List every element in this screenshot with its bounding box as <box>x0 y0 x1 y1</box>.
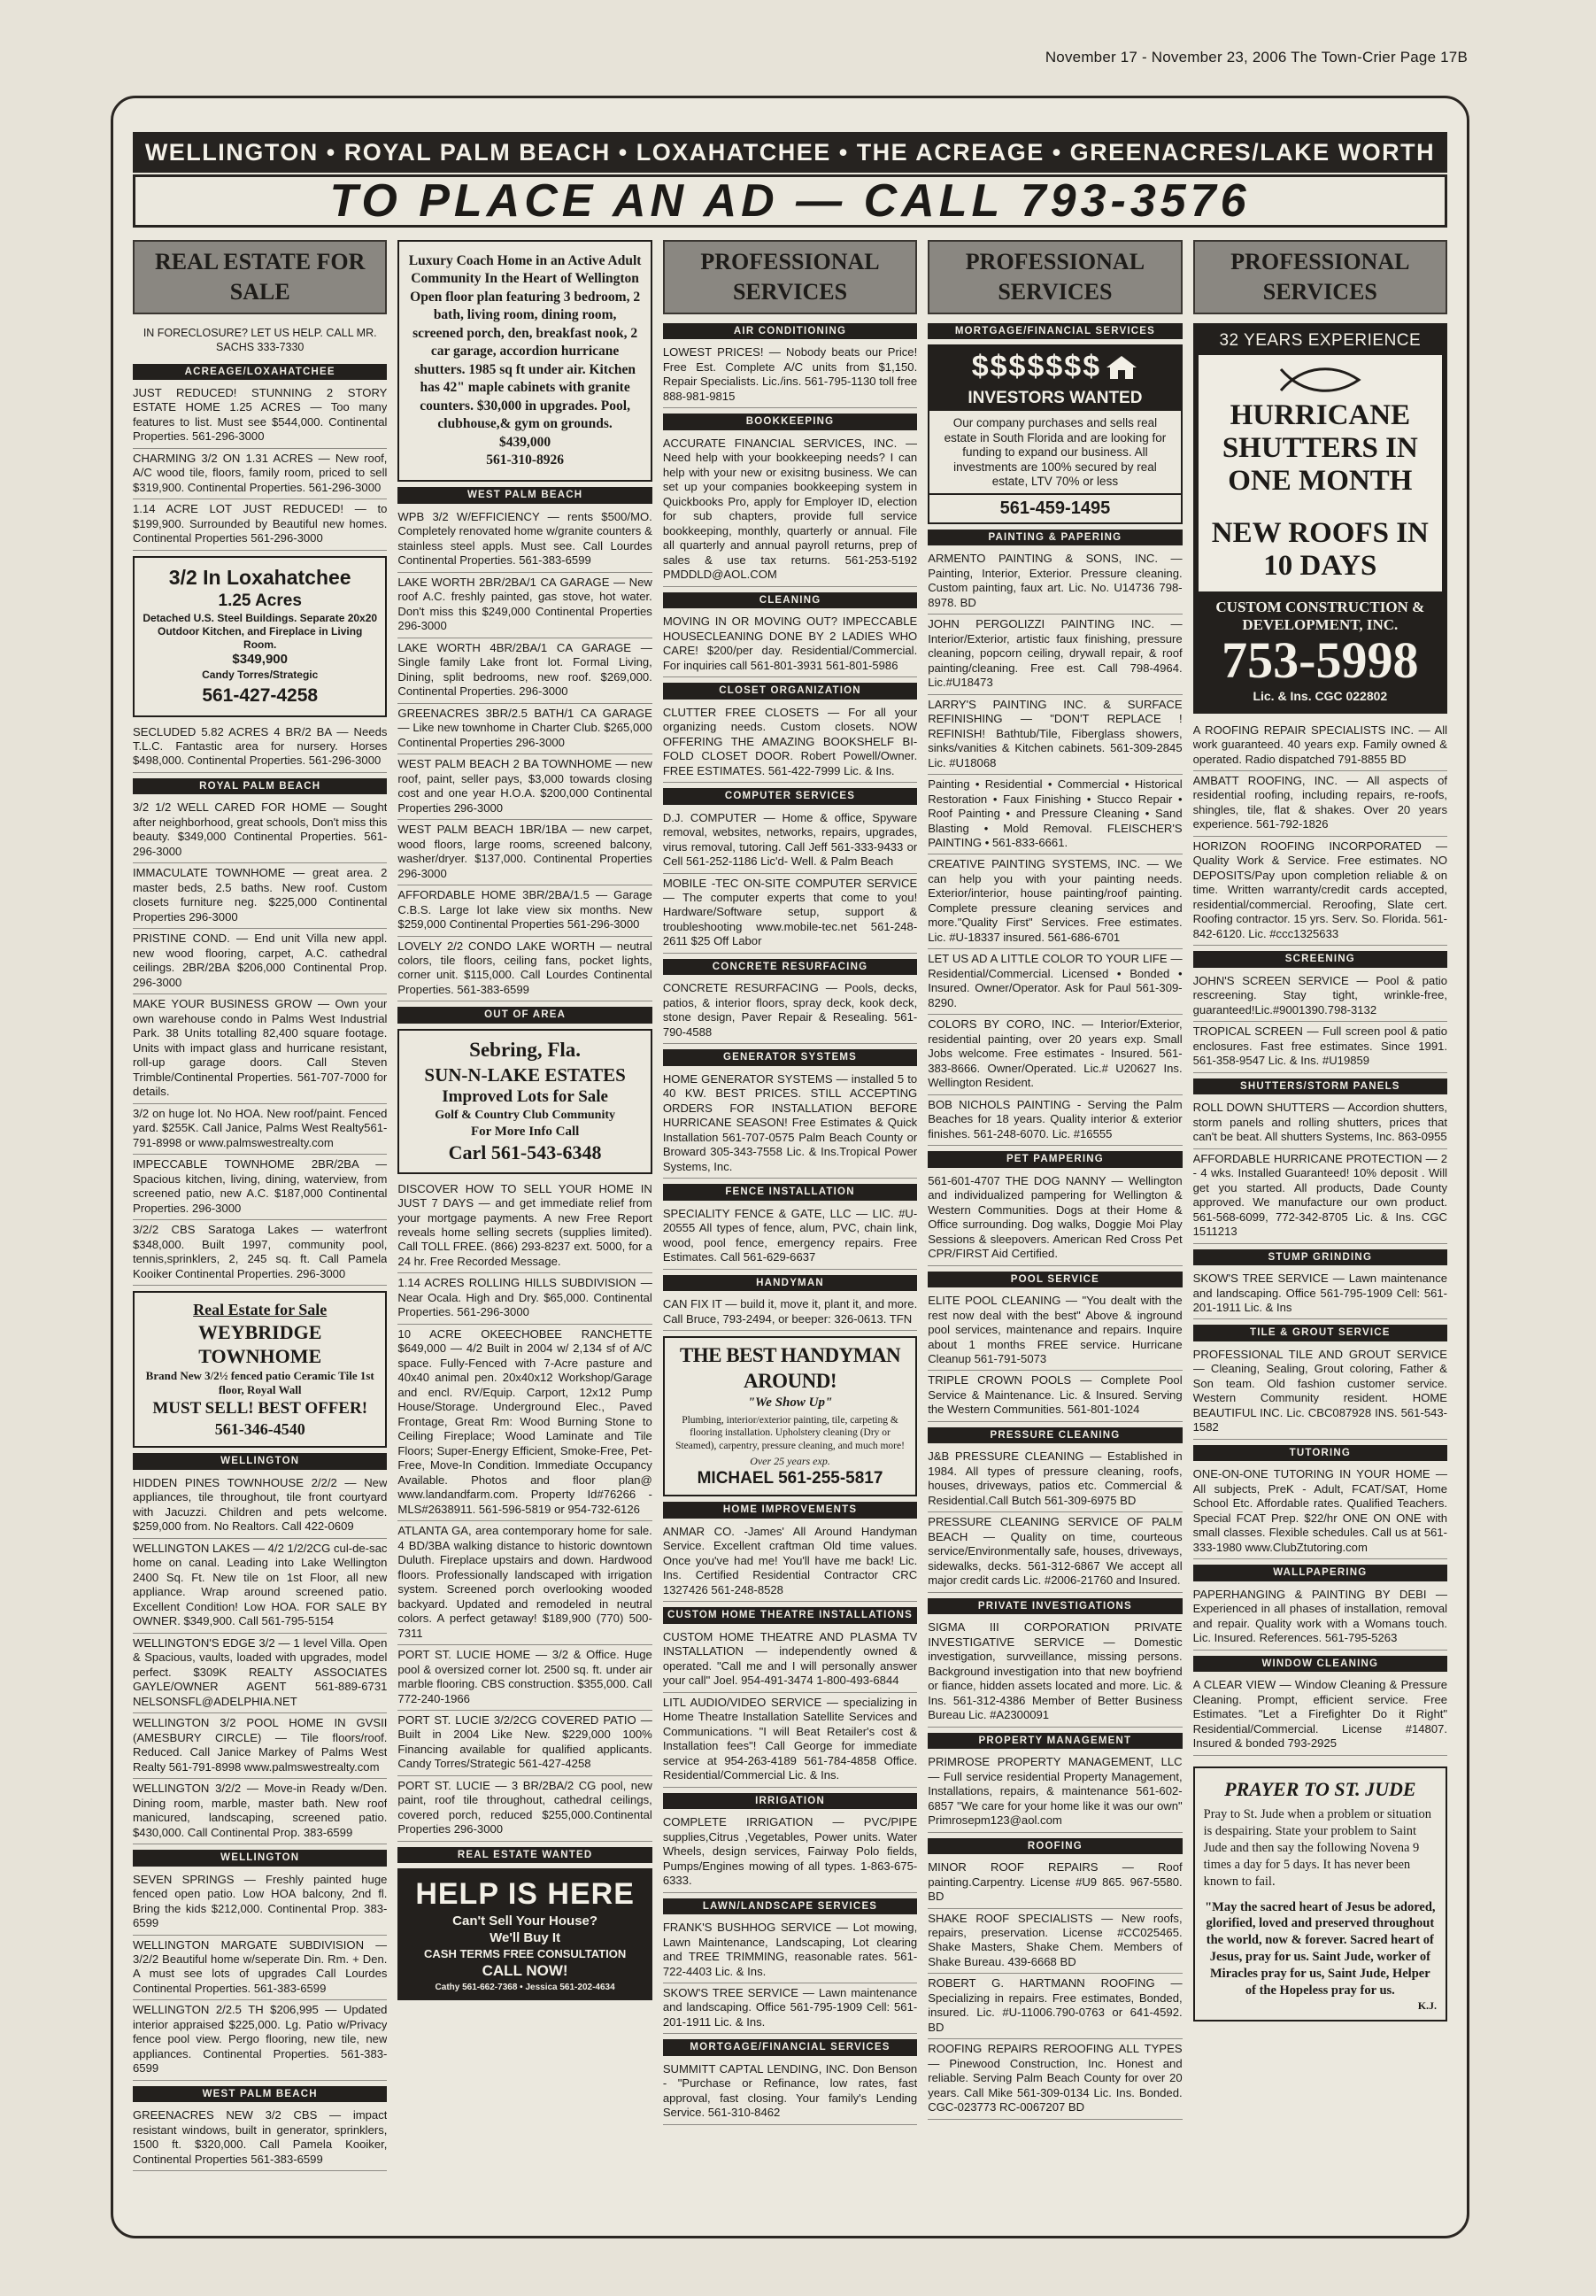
ad-signature: K.J. <box>1417 1998 1438 2012</box>
ad-item: WELLINGTON 2/2.5 TH $206,995 — Updated interior appraised $225,000. Lg. Patio w/Privacy fence pool view. Pergo flooring, new tile, new appliances. Continental Properties. 561-383-6599 <box>133 2000 387 2080</box>
section-header-professional-services: PROFESSIONAL SERVICES <box>663 240 917 314</box>
ad-list <box>663 343 917 408</box>
ad-title: Real Estate for Sale <box>193 1300 328 1318</box>
section-bar: PAINTING & PAPERING <box>928 530 1182 545</box>
ad-list <box>1193 1465 1447 1559</box>
section-bar: WELLINGTON <box>133 1453 387 1469</box>
ad-list <box>663 1295 917 1331</box>
section-bar: WEST PALM BEACH <box>397 487 652 503</box>
ad-title: INVESTORS WANTED <box>929 388 1180 411</box>
ad-item: SKOW'S TREE SERVICE — Lawn maintenance and landscaping. Office 561-795-1909 Cell: 561-201-1911 Lic. & Ins <box>1193 1269 1447 1319</box>
ad-item: MOBILE -TEC ON-SITE COMPUTER SERVICE — The computer experts that come to you! Hardware/Software setup, support & troubleshooting www.mobile-tec.net 561-248-2611 $25 Off Labor <box>663 874 917 954</box>
ad-item: WELLINGTON'S EDGE 3/2 — 1 level Villa. Open & Spacious, vaults, loaded with upgrades, model perfect. $309K REALTY ASSOCIATES GAYLE/OWNER AGENT 561-889-6731 NELSONSFL@ADELPHIA.NET <box>133 1634 387 1713</box>
ad-item: SEVEN SPRINGS — Freshly painted huge fenced open patio. Low HOA balcony, 2nd fl. Bring the kids $212,000. Continental Prop. 383-6599 <box>133 1870 387 1936</box>
ad-offer: MUST SELL! BEST OFFER! <box>152 1398 368 1418</box>
ad-license: Lic. & Ins. CGC 022802 <box>1253 688 1388 703</box>
ad-body: Golf & Country Club Community <box>435 1109 615 1123</box>
ad-item: CREATIVE PAINTING SYSTEMS, INC. — We can help you with your painting needs. Exterior/interior, house painting/roof painting. Complete pressure cleaning services and more."Quality First" Services. Free estimates. Lic. #U-18337 insured. 561-686-6701 <box>928 854 1182 949</box>
ad-item: PRESSURE CLEANING SERVICE OF PALM BEACH — Quality on time, courteous service/Environmentally safe, houses, driveways, sidewalks, decks. 561-312-6867 We accept all major credit cards Lic. #2006-21760 and Insured. <box>928 1512 1182 1592</box>
section-bar: MORTGAGE/FINANCIAL SERVICES <box>663 2039 917 2055</box>
ad-item: WELLINGTON LAKES — 4/2 1/2/2CG cul-de-sac home on canal. Leading into Lake Wellington 2400 Sq. Ft. New tile on 1st Floor, all new appliance. Wrap around screened patio. Excellent Condition! Low HOA. FOR SALE BY OWNER. $349,900. Call 561-795-5154 <box>133 1539 387 1634</box>
section-header-professional-services: PROFESSIONAL SERVICES <box>928 240 1182 314</box>
section-bar: SHUTTERS/STORM PANELS <box>1193 1078 1447 1094</box>
ad-list <box>663 2060 917 2125</box>
ad-tagline: 32 YEARS EXPERIENCE <box>1219 331 1422 350</box>
ad-item: 1.14 ACRE LOT JUST REDUCED! — to $199,900. Surrounded by Beautiful new homes. Continental Properties 561-296-3000 <box>133 499 387 550</box>
ad-list <box>133 1473 387 1844</box>
ad-item: GREENACRES 3BR/2.5 BATH/1 CA GARAGE — Like new townhome in Charter Club. $265,000 Continental Properties 296-3000 <box>397 704 652 754</box>
section-bar: HOME IMPROVEMENTS <box>663 1502 917 1518</box>
section-bar: OUT OF AREA <box>397 1007 652 1023</box>
ad-list <box>928 1618 1182 1727</box>
ad-item: ACCURATE FINANCIAL SERVICES, INC. — Need help with your bookkeeping needs? I can help with your new or exisitng business. We can set up your companies bookkeeping system in Quickbooks Pro, apply for Employer ID, election for sub chapters, provide full service bookkeeping, monthly, quarterly or annual. File all quarterly and annual payroll returns, prep of sales & use tax returns. 561-253-5192 PMDDLD@AOL.COM <box>663 434 917 587</box>
ad-item: MINOR ROOF REPAIRS — Roof painting.Carpentry. License #U9 865. 967-5580. BD <box>928 1858 1182 1908</box>
ad-list <box>663 703 917 783</box>
ad-list <box>133 1870 387 2081</box>
ad-body: Brand New 3/2½ fenced patio Ceramic Tile 1st floor, Royal Wall <box>145 1369 374 1397</box>
ad-title: PRAYER TO ST. JUDE <box>1224 1777 1416 1800</box>
ad-item: ATLANTA GA, area contemporary home for sale. 4 BD/3BA walking distance to historic downtown Duluth. Fireplace upstairs and down. Hardwood floors. Professionally landscaped with irrigation system. Screened porch overlooking wooded backyard. Updated and remodeled in neutral colors. A perfect getaway! $189,900 (770) 500-7311 <box>397 1521 652 1645</box>
ad-phone: 561-459-1495 <box>929 493 1180 522</box>
section-bar: HANDYMAN <box>663 1275 917 1291</box>
section-bar: ROOFING <box>928 1838 1182 1854</box>
ad-list <box>1193 1585 1447 1650</box>
section-bar: REAL ESTATE WANTED <box>397 1847 652 1863</box>
ad-item: BOB NICHOLS PAINTING - Serving the Palm Beaches for 18 years. Quality interior & exterior finishes. 561-248-6070. Lic. #16555 <box>928 1095 1182 1146</box>
section-bar: CLEANING <box>663 592 917 608</box>
ad-list <box>1193 721 1447 947</box>
ad-item: WEST PALM BEACH 1BR/1BA — new carpet, wood floors, large rooms, screened balcony, washer/dryer. $137,000. Continental Properties 296-3000 <box>397 820 652 885</box>
ad-list <box>663 808 917 954</box>
ad-item: CUSTOM HOME THEATRE AND PLASMA TV INSTALLATION — independently owned & operated. "Call me and I will personally answer your call" Joel. 954-491-3474 1-800-493-6844 <box>663 1627 917 1693</box>
ad-item: TROPICAL SCREEN — Full screen pool & patio enclosures. Fast free estimates. Since 1991. 561-358-9547 Lic. & Ins. #U19859 <box>1193 1022 1447 1072</box>
column-professional-services-3 <box>1193 240 1447 2215</box>
ad-item: COLORS BY CORO, INC. — Interior/Exterior, residential painting, over 20 years exp. Small Jobs welcome. Free estimates - Insured. 561-383-8666. Owner/Operated. Lic.# U20627 Ins. Wellington Resident. <box>928 1015 1182 1094</box>
ad-headline: HURRICANE SHUTTERS IN ONE MONTH <box>1222 399 1418 498</box>
ad-location: Sebring, Fla. <box>469 1038 582 1061</box>
ad-item: WEST PALM BEACH 2 BA TOWNHOME — new roof, paint, seller pays, $3,000 towards closing cost and one year H.O.A. $200,000 Continental Properties 296-3000 <box>397 754 652 820</box>
ad-list <box>1193 1675 1447 1755</box>
ad-item: ROLL DOWN SHUTTERS — Accordion shutters, storm panels and rolling shutters, prices that can't be beat. All shutters Systems, Inc. 863-0955 <box>1193 1098 1447 1148</box>
ad-list <box>397 1179 652 1842</box>
ad-title: HELP IS HERE <box>415 1877 635 1912</box>
ad-item: ONE-ON-ONE TUTORING IN YOUR HOME — All subjects, PreK - Adult, FCAT/SAT, Home School Etc. Affordable rates. Qualified Teachers. Special FCAT Prep. $22/hr ONE ON ONE with small classes. Flexible schedules. Call us at 561-333-1980 www.ClubZtutoring.com <box>1193 1465 1447 1559</box>
section-bar: FENCE INSTALLATION <box>663 1184 917 1200</box>
ad-inner <box>1199 355 1442 591</box>
ad-item: ARMENTO PAINTING & SONS, INC. — Painting, Interior, Exterior. Pressure cleaning. Custom painting, faux art. Lic. No. U14736 798-8978. BD <box>928 549 1182 615</box>
foreclosure-notice: IN FORECLOSURE? LET US HELP. CALL MR. SACHS 333-7330 <box>143 327 377 353</box>
ad-title: THE BEST HANDYMAN AROUND! <box>679 1344 901 1393</box>
ad-list <box>928 1858 1182 2120</box>
ad-item: AFFORDABLE HOME 3BR/2BA/1.5 — Garage C.B.S. Large lot lake view six months. New $259,000 Continental Properties 561-296-3000 <box>397 885 652 936</box>
ad-list <box>133 2106 387 2171</box>
ad-list <box>1193 1345 1447 1440</box>
ad-item: IMPECCABLE TOWNHOME 2BR/2BA — Spacious kitchen, living, dining, waterview, from screened patio, new A.C. $187,000 Continental Properties. 296-3000 <box>133 1155 387 1220</box>
section-bar: CUSTOM HOME THEATRE INSTALLATIONS <box>663 1607 917 1623</box>
section-bar: COMPUTER SERVICES <box>663 788 917 804</box>
section-bar: CONCRETE RESURFACING <box>663 959 917 975</box>
page-header: November 17 - November 23, 2006 The Town-Crier Page 17B <box>1045 49 1468 66</box>
ad-item: CONCRETE RESURFACING — Pools, decks, patios, & interior floors, spray deck, kook deck, stone design, Paver Repair & Resealing. 561-790-4588 <box>663 978 917 1044</box>
ad-subtitle: We'll Buy It <box>490 1930 561 1946</box>
house-icon <box>1105 354 1138 381</box>
column-real-estate-2 <box>397 240 652 2215</box>
ad-item: PRIMROSE PROPERTY MANAGEMENT, LLC — Full service residential Property Management, Installations, repairs, & maintenance 561-602-6857 "We care for your home like it was our own" Primrosepm123@aol.com <box>928 1752 1182 1832</box>
ad-item: 1.14 ACRES ROLLING HILLS SUBDIVISION — Near Ocala. High and Dry. $65,000. Continental Properties. 561-296-3000 <box>397 1273 652 1324</box>
section-bar: PRIVATE INVESTIGATIONS <box>928 1598 1182 1614</box>
ad-item: SIGMA III CORPORATION PRIVATE INVESTIGATIVE SERVICE — Domestic investigation, survveillance, missing persons. Background investigation into that new boyfriend or fiance, hidden assets located and more. Lic. & Ins. 561-312-4386 Member of Better Business Bureau Lic. #A2300091 <box>928 1618 1182 1727</box>
section-bar: AIR CONDITIONING <box>663 323 917 339</box>
section-bar: WINDOW CLEANING <box>1193 1656 1447 1672</box>
ad-item: PAPERHANGING & PAINTING BY DEBI — Experienced in all phases of installation, removal and repair. Quality work with a Womans touch. Lic. Insured. References. 561-795-5263 <box>1193 1585 1447 1650</box>
ad-item: PRISTINE COND. — End unit Villa new appl. new wood flooring, carpet, A.C. cathedral ceilings. 2BR/2BA $206,000 Continental Prop. 296-3000 <box>133 929 387 994</box>
ad-item: PROFESSIONAL TILE AND GROUT SERVICE — Cleaning, Sealing, Grout coloring, Father & Son team. Old fashion customer service. Western Community resident. HOME BEAUTIFUL INC. Lic. CBC087928 INS. 561-543-1582 <box>1193 1345 1447 1440</box>
section-bar: BOOKKEEPING <box>663 414 917 429</box>
ad-list <box>663 978 917 1044</box>
ad-item: ROOFING REPAIRS REROOFING ALL TYPES — Pinewood Construction, Inc. Honest and reliable. Serving Palm Beach County for over 20 years. Call Mike 561-309-0134 Lic. Ins. Bonded. CGC-023773 RC-0067207 BD <box>928 2039 1182 2119</box>
ad-item: CAN FIX IT — build it, move it, plant it, and more. Call Bruce, 793-2494, or beeper: 326-0613. TFN <box>663 1295 917 1331</box>
ad-item: TRIPLE CROWN POOLS — Complete Pool Service & Maintenance. Lic. & Insured. Serving the Western Communities. 561-801-1024 <box>928 1371 1182 1421</box>
luxury-coach-display-ad <box>397 240 652 482</box>
ad-item: LOWEST PRICES! — Nobody beats our Price! Free Est. Complete A/C units from $1,150. Repair Specialists. Lic./ins. 561-795-1130 toll free 888-981-9815 <box>663 343 917 408</box>
ad-item: WELLINGTON 3/2/2 — Move-in Ready w/Den. Dining room, marble, master bath. New roof manicured, landscaping, screened patio. $430,000. Call Continental Prop. 383-6599 <box>133 1779 387 1844</box>
ad-phone: 561-427-4258 <box>202 685 319 707</box>
loxahatchee-display-ad <box>133 556 387 717</box>
section-bar: ROYAL PALM BEACH <box>133 778 387 794</box>
ad-item: PORT ST. LUCIE HOME — 3/2 & Office. Huge pool & oversized corner lot. 2500 sq. ft. under air marble flooring. CBS construction. $355,000. Call 772-240-1966 <box>397 1645 652 1711</box>
ad-list <box>663 1070 917 1179</box>
ad-list <box>928 1447 1182 1592</box>
ad-item: IMMACULATE TOWNHOME — great area. 2 master beds, 2.5 baths. New roof. Custom closets furniture neg. $225,000 Continental Properties 296-3000 <box>133 863 387 929</box>
ad-list <box>928 1752 1182 1832</box>
ad-item: COMPLETE IRRIGATION — PVC/PIPE supplies,Citrus ,Vegetables, Power units. Water Wheels, design services, Fairway Polo fields, Pumps/Engines mowing of all types. 1-863-675-6333. <box>663 1813 917 1892</box>
ad-slogan: "We Show Up" <box>747 1395 833 1411</box>
ad-item: LITL AUDIO/VIDEO SERVICE — specializing in Home Theatre Installation Satellite Services and Communications. "I will Beat Retailer's cost & Installation fees"! Call George for immediate service at 954-263-4189 561-784-4858 Office. Residential/Commercial Lic. & Ins. <box>663 1693 917 1788</box>
column-professional-services-1 <box>663 240 917 2215</box>
dollar-signs: $$$$$$$ <box>971 350 1102 384</box>
ad-body: Detached U.S. Steel Buildings. Separate 20x20 Outdoor Kitchen, and Fireplace in Living Room. <box>143 611 378 651</box>
ad-item: HIDDEN PINES TOWNHOUSE 2/2/2 — New appliances, tile throughout, tile front courtyard with Jacuzzi. Children and pets welcome. $259,000 from. No Realtors. Call 422-0609 <box>133 1473 387 1539</box>
ad-item: Painting • Residential • Commercial • Historical Restoration • Faux Finishing • Stucco Repair • Roof Painting • and Pressure Cleaning • Sand Blasting • Mold Removal. FLEISCHER'S PAINTING • 561-833-6661. <box>928 775 1182 854</box>
ad-price: $349,900 <box>232 652 288 668</box>
ad-headline: NEW ROOFS IN 10 DAYS <box>1211 517 1429 583</box>
ad-list <box>397 507 652 1002</box>
ad-list <box>663 1522 917 1602</box>
ad-item: ELITE POOL CLEANING — "You dealt with the rest now deal with the best" Above & inground pool services, maintenance and repairs. Inquire about 1 months FREE service. Hurricane Cleanup 561-791-5073 <box>928 1291 1182 1371</box>
ad-company: CUSTOM CONSTRUCTION & DEVELOPMENT, INC. <box>1215 599 1425 633</box>
ad-phone: 561-310-8926 <box>486 452 565 468</box>
section-header-professional-services: PROFESSIONAL SERVICES <box>1193 240 1447 314</box>
ad-list <box>1193 1098 1447 1243</box>
ad-body: CASH TERMS FREE CONSULTATION <box>424 1946 627 1960</box>
ad-item: MAKE YOUR BUSINESS GROW — Own your own warehouse condo in Palms West Industrial Park. 38 Units totalling 82,400 square footage. Units with impact glass and hurricane resistant, roll-up garage doors. Call Steven Trimble/Continental Properties. 561-707-7000 for details. <box>133 994 387 1103</box>
section-bar: TUTORING <box>1193 1445 1447 1461</box>
ad-item: PORT ST. LUCIE 3/2/2CG COVERED PATIO — Built in 2004 Like New. $229,000 100% Financing available for qualified applicants. Candy Torres/Strategic 561-427-4258 <box>397 1711 652 1776</box>
ad-item: CLUTTER FREE CLOSETS — For all your organizing needs. Custom closets. NOW OFFERING THE AMAZING BOOKSHELF BI-FOLD CLOSET DOOR. Robert Powell/Owner. FREE ESTIMATES. 561-422-7999 Lic. & Ins. <box>663 703 917 783</box>
ad-title: SUN-N-LAKE ESTATES <box>424 1063 626 1086</box>
ad-list <box>1193 971 1447 1073</box>
section-header-real-estate: REAL ESTATE FOR SALE <box>133 240 387 314</box>
ad-phone: 561-346-4540 <box>214 1419 305 1438</box>
ad-columns <box>133 240 1447 2215</box>
ad-item: 10 ACRE OKEECHOBEE RANCHETTE $649,000 — 4/2 Built in 2004 w/ 2,134 sf of A/C space. Fully-Fenced with 7-Acre pasture and 40x40 animal pen. 20x40x12 Workshop/Garage and encl. RV/Equip. Carport, 12x12 Pump House/Storage. Underground Elec., Paved Frontage, Great Rm: Wood Burning Stone to Ceiling Fireplace; Wood Laminate and Tile Floors; Super-Energy Efficient, Smoke-Free, Pet-Free, Move-In Condition. Immediate Occupancy Available. Photos and floor plan@ www.landandfarm.com. Property Id#76266 - MLS#2638911. 561-596-5819 or 954-732-6126 <box>397 1325 652 1521</box>
column-real-estate <box>133 240 387 2215</box>
ad-price: $439,000 <box>499 434 551 450</box>
ad-item: A ROOFING REPAIR SPECIALISTS INC. — All work guaranteed. 40 years exp. Family owned & operated. Radio dispatched 791-8855 BD <box>1193 721 1447 771</box>
call-banner: TO PLACE AN AD — CALL 793-3576 <box>133 174 1447 228</box>
ad-list <box>663 1627 917 1788</box>
section-bar: PROPERTY MANAGEMENT <box>928 1733 1182 1749</box>
ad-phone: 753-5998 <box>1222 631 1419 690</box>
ad-item: CHARMING 3/2 ON 1.31 ACRES — New roof, A/C wood tile, floors, family room, priced to sell $319,900. Continental Properties. 561-296-3000 <box>133 449 387 499</box>
ad-item: 3/2 on huge lot. No HOA. New roof/paint. Fenced yard. $255K. Call Janice, Palms West Realty561-791-8998 or www.palmswestrealty.com <box>133 1104 387 1155</box>
section-bar: MORTGAGE/FINANCIAL SERVICES <box>928 323 1182 339</box>
ad-body: Our company purchases and sells real estate in South Florida and are looking for funding to expand our business. All investments are 100% secured by real estate, LTV 70% or less <box>944 416 1167 489</box>
section-bar: WEST PALM BEACH <box>133 2086 387 2102</box>
ad-item: LAKE WORTH 2BR/2BA/1 CA GARAGE — New roof A.C. freshly painted, gas stove, hot water. Don't miss this $249,000 Continental Properties 296-3000 <box>397 573 652 638</box>
ad-item: WELLINGTON 3/2 POOL HOME IN GVSII (AMESBURY CIRCLE) — Tile floors/roof. Reduced. Call Janice Markey of Palms West Realty 561-791-8998 www.palmswestrealty.com <box>133 1713 387 1779</box>
ad-item: SPECIALITY FENCE & GATE, LLC — LIC. #U-20555 All types of fence, alum, PVC, chain link, wood, pool fence, emergency repairs. Free Estimates. Call 561-629-6637 <box>663 1204 917 1270</box>
ad-item: 561-601-4707 THE DOG NANNY — Wellington and individualized pampering for Wellington & Western Communities. Dogs at their Home & Office surrounding. Dog walks, Doggie Moi Play Sessions & sleepovers. American Red Cross Pet CPR/FIRST Aid Certified. <box>928 1171 1182 1266</box>
section-bar: PET PAMPERING <box>928 1151 1182 1167</box>
ad-title: 3/2 In Loxahatchee <box>168 565 351 589</box>
ad-item: JUST REDUCED! STUNNING 2 STORY ESTATE HOME 1.25 ACRES — Too many features to list. Must see $544,000. Continental Properties. 561-296-3000 <box>133 383 387 449</box>
section-bar: CLOSET ORGANIZATION <box>663 683 917 699</box>
ad-list <box>663 612 917 677</box>
ad-call: CALL NOW! <box>482 1962 568 1980</box>
classifieds-frame <box>111 96 1469 2238</box>
towns-banner: WELLINGTON • ROYAL PALM BEACH • LOXAHATCHEE • THE ACREAGE • GREENACRES/LAKE WORTH <box>133 132 1447 173</box>
ad-title: Luxury Coach Home in an Active Adult Community In the Heart of Wellington <box>408 253 642 287</box>
ad-experience: Over 25 years exp. <box>750 1455 830 1468</box>
hurricane-shutters-display-ad <box>1193 323 1447 714</box>
ad-item: WPB 3/2 W/EFFICIENCY — rents $500/MO. Completely renovated home w/granite counters & stainless steel appls. Must see. Call Lourdes Continental Properties. 561-383-6599 <box>397 507 652 573</box>
section-bar: LAWN/LANDSCAPE SERVICES <box>663 1898 917 1914</box>
ad-item: SKOW'S TREE SERVICE — Lawn maintenance and landscaping. Office 561-795-1909 Cell: 561-201-1911 Lic. & Ins. <box>663 1983 917 2034</box>
section-bar: GENERATOR SYSTEMS <box>663 1049 917 1065</box>
ad-phone: MICHAEL 561-255-5817 <box>697 1469 883 1488</box>
ad-info: For More Info Call <box>470 1124 580 1139</box>
sebring-display-ad <box>397 1029 652 1174</box>
ad-item: JOHN'S SCREEN SERVICE — Pool & patio rescreening. Stay tight, wrinkle-free, guaranteed!Lic.#9001390.798-3132 <box>1193 971 1447 1022</box>
column-professional-services-2 <box>928 240 1182 2215</box>
ad-agent: Candy Torres/Strategic <box>202 668 319 681</box>
ad-item: MOVING IN OR MOVING OUT? IMPECCABLE HOUSECLEANING DONE BY 2 LADIES WHO CARE! $200/per day. Residential/Commercial. For inquiries call 561-801-3931 561-801-5986 <box>663 612 917 677</box>
ad-list <box>133 798 387 1286</box>
ad-item: LARRY'S PAINTING INC. & SURFACE REFINISHING — "DON'T REPLACE ! REFINISH! Bathtub/Tile, Fiberglass showers, sinks/vanities & Kitchen cabinets. 561-309-2845 Lic. #U18068 <box>928 695 1182 775</box>
ad-list <box>133 383 387 551</box>
section-bar: WALLPAPERING <box>1193 1565 1447 1581</box>
ad-item: ROBERT G. HARTMANN ROOFING — Specializing in repairs. Free estimates, Bonded, insured. Lic. #U-11006.790-0763 or 641-4592. BD <box>928 1974 1182 2039</box>
ad-item: A CLEAR VIEW — Window Cleaning & Pressure Cleaning. Prompt, efficient service. Free Estimates. "Let a Firefighter Do it Right" Residential/Commercial. License #14807. Insured & bonded 793-2925 <box>1193 1675 1447 1755</box>
ad-item: SECLUDED 5.82 ACRES 4 BR/2 BA — Needs T.L.C. Fantastic area for nursery. Horses $498,000. Continental Properties. 561-296-3000 <box>133 723 387 773</box>
ad-item: WELLINGTON MARGATE SUBDIVISION — 3/2/2 Beautiful home w/seperate Din. Rm. + Den. A must see lots of upgrades Call Lourdes Continental Properties. 561-383-6599 <box>133 1936 387 2001</box>
ad-list <box>928 549 1182 1146</box>
section-bar: SCREENING <box>1193 951 1447 967</box>
section-bar: POOL SERVICE <box>928 1272 1182 1287</box>
ad-item: LOVELY 2/2 CONDO LAKE WORTH — neutral colors, tile floors, ceiling fans, pocket lights, corner unit. $115,000. Call Lourdes Continental Properties. 561-383-6599 <box>397 937 652 1002</box>
section-bar: WELLINGTON <box>133 1850 387 1866</box>
ad-item: D.J. COMPUTER — Home & office, Spyware removal, websites, networks, repairs, upgrades, virus removal, tutoring. Call Jeff 561-333-9433 or Cell 561-252-1186 Lic'd- Well. & Palm Beach <box>663 808 917 874</box>
ad-item: 3/2 1/2 WELL CARED FOR HOME — Sought after neighborhood, great schools, Don't miss this beauty. $349,000 Continental Properties. 561-296-3000 <box>133 798 387 863</box>
ad-list <box>663 1204 917 1270</box>
ad-phone: Cathy 561-662-7368 • Jessica 561-202-4634 <box>435 1982 615 1992</box>
ad-list <box>1193 1269 1447 1319</box>
ad-item: ANMAR CO. -James' All Around Handyman Service. Excellent craftman Old time values. Once you've had me! You'll have me back! Lic. Ins. Certified Residential Contractor CRC 1327426 561-248-8528 <box>663 1522 917 1602</box>
ad-item: SHAKE ROOF SPECIALISTS — New roofs, repairs, preservation. License #CC025465. Shake Masters, Shake Chem. Members of Shake Bureau. 439-6668 BD <box>928 1909 1182 1975</box>
ad-list <box>663 1813 917 1892</box>
section-bar: TILE & GROUT SERVICE <box>1193 1325 1447 1341</box>
ad-prayer: "May the sacred heart of Jesus be adored, glorified, loved and preserved throughout the world, now & forever. Sacred heart of Jesus, pray for us. Saint Jude, worker of Miracles pray for us, Saint Jude, Helper of the Hopeless pray for us. <box>1205 1899 1436 1998</box>
ad-item: DISCOVER HOW TO SELL YOUR HOME IN JUST 7 DAYS — and get immediate relief from your mortgage payments. A new Free Report reveals home selling secrets (supplies limited). Call TOLL FREE. (866) 293-8237 ext. 5000, for a 24 hr. Free Recorded Message. <box>397 1179 652 1274</box>
ad-list <box>928 1171 1182 1266</box>
fish-icon <box>1277 364 1362 396</box>
ad-item: SUMMITT CAPTAL LENDING, INC. Don Benson - "Purchase or Refinance, low rates, fast approval, fast closing. Your family's Lending Service. 561-310-8462 <box>663 2060 917 2125</box>
weybridge-display-ad <box>133 1291 387 1448</box>
ad-item: J&B PRESSURE CLEANING — Established in 1984. All types of pressure cleaning, roofs, houses, driveways, patios etc. Commercial & Residential.Call Butch 561-309-6975 BD <box>928 1447 1182 1512</box>
ad-body: Plumbing, interior/exterior painting, tile, carpeting & flooring installation. Upholstery cleaning (Dry or Steamed), carpentry, pressure cleaning, and much more! <box>675 1414 905 1451</box>
ad-list <box>663 1918 917 2034</box>
ad-item: 3/2/2 CBS Saratoga Lakes — waterfront $348,000. Built 1997, community pool, tennis,sprinklers, 2, 245 sq. ft. Call Pamela Kooiker Continental Properties. 296-3000 <box>133 1220 387 1286</box>
prayer-st-jude-ad <box>1193 1766 1447 2022</box>
ad-body: Open floor plan featuring 3 bedroom, 2 bath, living room, dining room, screened porch, den, breakfast nook, 2 car garage, accordion hurricane shutters. 1985 sq ft under air. Kitchen has 42" maple cabinets with granite counters. $30,000 in upgrades. Pool, clubhouse,& gym on grounds. <box>410 289 641 432</box>
ad-item: HOME GENERATOR SYSTEMS — installed 5 to 40 KW. BEST PRICES. STILL ACCEPTING ORDERS FOR INSTALLATION BEFORE HURRICANE SEASON! Free Estimates & Quick Installation 561-707-0575 Palm Beach County or Broward 305-343-7558 Lic. & Ins.Tropical Power Systems, Inc. <box>663 1070 917 1179</box>
ad-item: HORIZON ROOFING INCORPORATED — Quality Work & Service. Free estimates. NO DEPOSITS/Pay upon completion reliable & on time. Written warranty/credit cards accepted, residential/commercial. Reroofing, Slate cert. Roofing contractor. 15 yrs. Serv. So. Florida. 561-842-6120. Lic. #ccc1325633 <box>1193 837 1447 946</box>
ad-item: AMBATT ROOFING, INC. — All aspects of residential roofing, including repairs, re-roofs, shingles, tile, flat & shakes. Over 20 years experience. 561-792-1826 <box>1193 771 1447 837</box>
ad-item: FRANK'S BUSHHOG SERVICE — Lot mowing, Lawn Maintenance, Landscaping, Lot clearing and TREE TRIMMING, reasonable rates. 561-722-4403 Lic. & Ins. <box>663 1918 917 1983</box>
ad-item: AFFORDABLE HURRICANE PROTECTION — 2 - 4 wks. Installed Guaranteed! 10% deposit . Will get you started. All products, Dade County approved. We manufacture our own product. 561-568-6099, 772-342-8705 Lic. & Ins. CGC 1511213 <box>1193 1149 1447 1244</box>
ad-subtitle: 1.25 Acres <box>218 591 302 610</box>
section-bar: IRRIGATION <box>663 1793 917 1809</box>
ad-item: PORT ST. LUCIE — 3 BR/2BA/2 CG pool, new paint, roof tile throughout, cathedral ceilings, covered porch, reduced $255,000.Continental Properties 296-3000 <box>397 1776 652 1842</box>
ad-item: LAKE WORTH 4BR/2BA/1 CA GARAGE — Single family Lake front lot. Formal Living, Dining, split bedrooms, new roof. $269,000. Continental Properties. 296-3000 <box>397 638 652 704</box>
best-handyman-display-ad <box>663 1336 917 1496</box>
ad-item: JOHN PERGOLIZZI PAINTING INC. — Interior/Exterior, artistic faux finishing, pressure cleaning, popcorn ceiling, drywall repair, & roof painting/cleaning. Free est. Call 798-4964. Lic.#U18473 <box>928 615 1182 694</box>
ad-phone: Carl 561-543-6348 <box>448 1140 602 1163</box>
ad-body: Pray to St. Jude when a problem or situation is despairing. State your problem to Saint Jude and then say the following Novena 9 times a day for 5 days. It has never been known to fail. <box>1203 1807 1431 1889</box>
section-bar: ACREAGE/LOXAHATCHEE <box>133 364 387 380</box>
ad-item: GREENACRES NEW 3/2 CBS — impact resistant windows, built in generator, sprinklers, 1500 ft. $320,000. Call Pamela Kooiker, Continental Properties 561-383-6599 <box>133 2106 387 2171</box>
section-bar: STUMP GRINDING <box>1193 1249 1447 1265</box>
help-is-here-display-ad <box>397 1868 652 2000</box>
ad-subtitle: Can't Sell Your House? <box>452 1913 598 1929</box>
ad-item: LET US AD A LITTLE COLOR TO YOUR LIFE — Residential/Commercial. Licensed • Bonded • Insured. Owner/Operator. Ask for Paul 561-309-8290. <box>928 949 1182 1015</box>
ad-list <box>928 1291 1182 1422</box>
section-bar: PRESSURE CLEANING <box>928 1427 1182 1443</box>
ad-art <box>929 346 1180 388</box>
ad-list <box>663 434 917 587</box>
investors-wanted-display-ad <box>928 344 1182 523</box>
ad-subtitle: Improved Lots for Sale <box>442 1087 608 1107</box>
ad-headline: WEYBRIDGE TOWNHOME <box>198 1320 322 1368</box>
